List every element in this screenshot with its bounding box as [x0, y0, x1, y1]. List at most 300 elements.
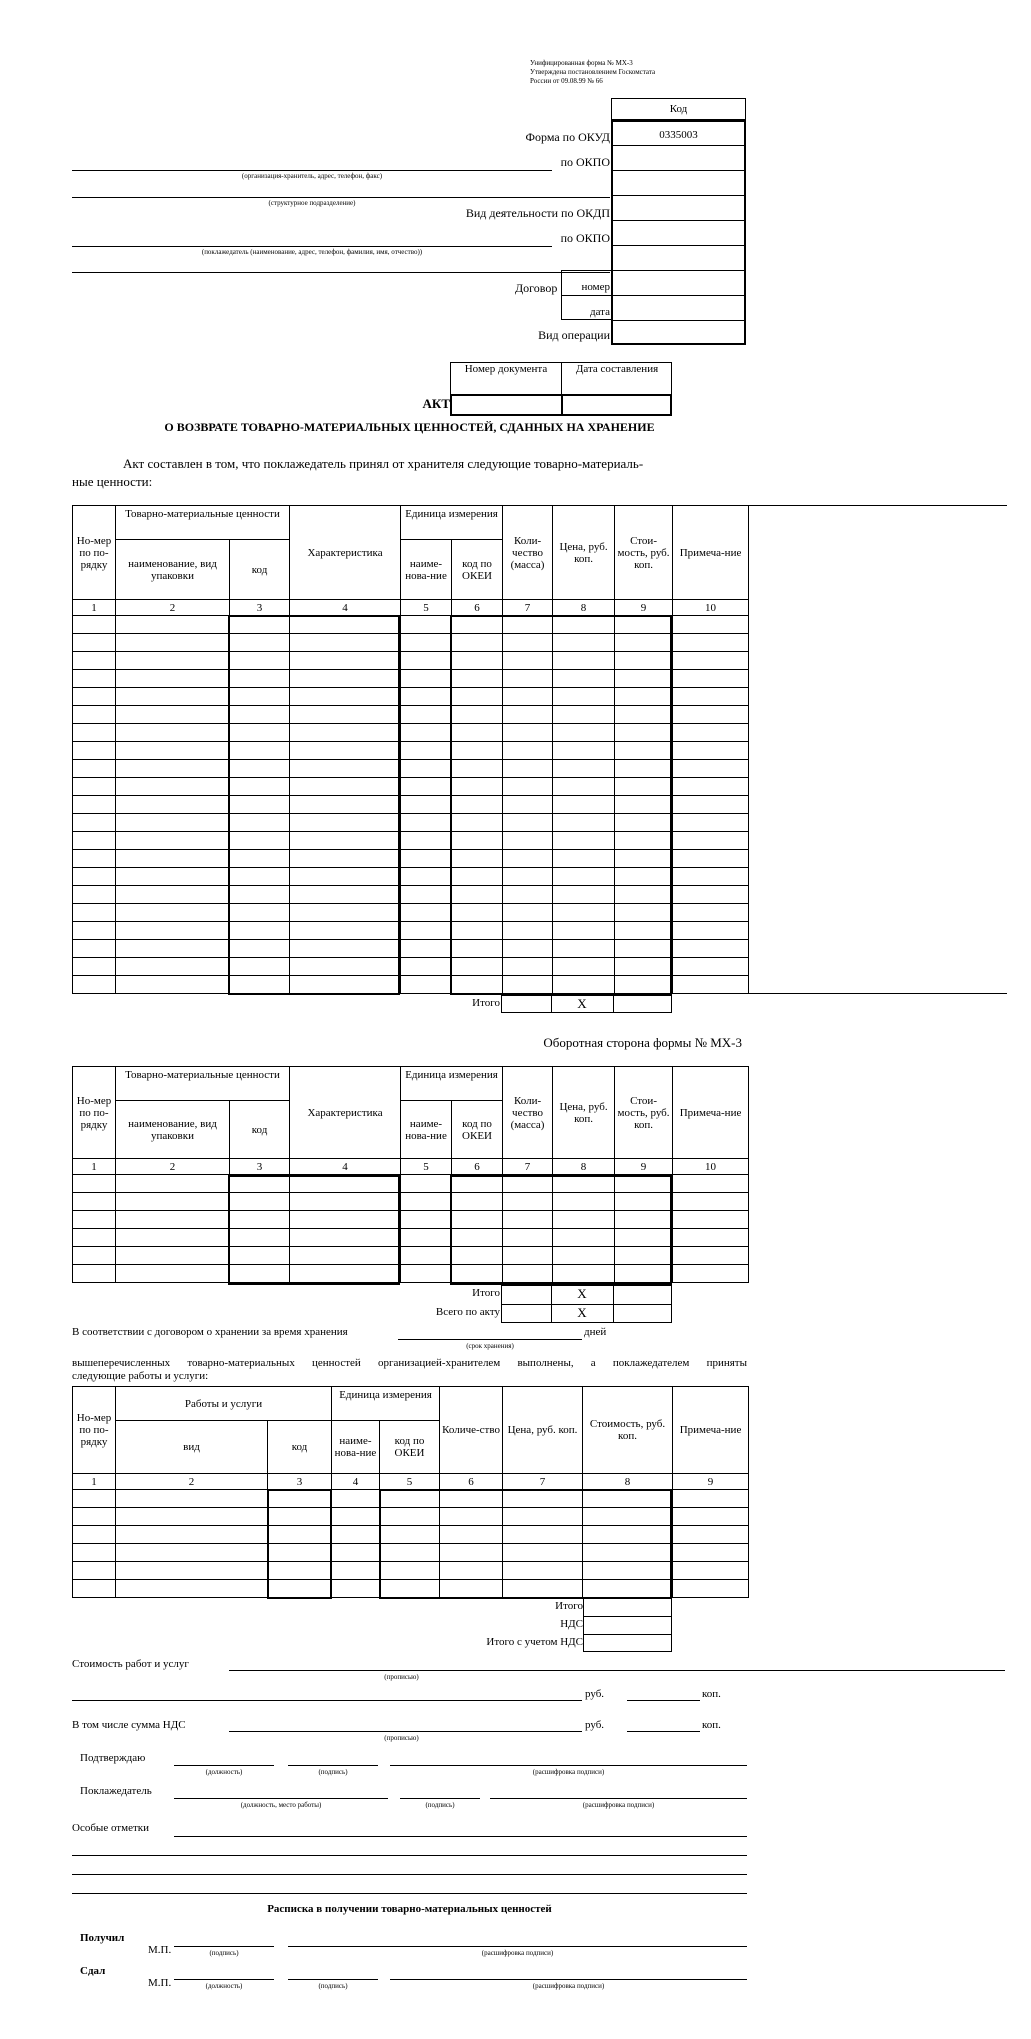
table-cell[interactable] — [230, 634, 290, 652]
table-cell[interactable] — [401, 922, 452, 940]
table-cell[interactable] — [290, 760, 401, 778]
special-notes-line-4[interactable] — [72, 1893, 747, 1894]
table-cell[interactable] — [452, 724, 503, 742]
table-cell[interactable] — [553, 670, 615, 688]
handed-decode-line[interactable] — [390, 1979, 747, 1980]
received-decode-line[interactable] — [288, 1946, 747, 1947]
table-cell[interactable] — [332, 1544, 380, 1562]
table-cell[interactable] — [615, 1211, 673, 1229]
table-cell[interactable] — [116, 616, 230, 634]
table-cell[interactable] — [583, 1508, 673, 1526]
table-cell[interactable] — [503, 796, 553, 814]
table-cell[interactable] — [553, 814, 615, 832]
table-cell[interactable] — [440, 1562, 503, 1580]
table-cell[interactable] — [583, 1580, 673, 1598]
table-cell[interactable] — [116, 1544, 268, 1562]
table-cell[interactable] — [503, 1247, 553, 1265]
table-cell[interactable] — [503, 742, 553, 760]
table-cell[interactable] — [553, 886, 615, 904]
table-cell[interactable] — [73, 760, 116, 778]
table-cell[interactable] — [615, 742, 673, 760]
table-cell[interactable] — [116, 760, 230, 778]
table-cell[interactable] — [553, 724, 615, 742]
table-cell[interactable] — [401, 778, 452, 796]
table-cell[interactable] — [332, 1490, 380, 1508]
table-cell[interactable] — [553, 616, 615, 634]
table-cell[interactable] — [116, 1562, 268, 1580]
table-cell[interactable] — [440, 1580, 503, 1598]
table-cell[interactable] — [73, 832, 116, 850]
table-cell[interactable] — [230, 940, 290, 958]
table-cell[interactable] — [553, 634, 615, 652]
table-cell[interactable] — [673, 778, 749, 796]
table-cell[interactable] — [116, 922, 230, 940]
table-cell[interactable] — [452, 1211, 503, 1229]
table-cell[interactable] — [673, 832, 749, 850]
table-cell[interactable] — [290, 958, 401, 976]
table-cell[interactable] — [116, 688, 230, 706]
table-cell[interactable] — [230, 1247, 290, 1265]
table-cell[interactable] — [401, 886, 452, 904]
table-cell[interactable] — [553, 904, 615, 922]
table-cell[interactable] — [503, 814, 553, 832]
table-cell[interactable] — [553, 1247, 615, 1265]
received-signature-line[interactable] — [174, 1946, 274, 1947]
table-cell[interactable] — [401, 706, 452, 724]
table-cell[interactable] — [673, 1544, 749, 1562]
table-cell[interactable] — [615, 1247, 673, 1265]
confirm-decode-line[interactable] — [390, 1765, 747, 1766]
table-cell[interactable] — [553, 652, 615, 670]
table-cell[interactable] — [230, 688, 290, 706]
table-cell[interactable] — [615, 1265, 673, 1283]
table-cell[interactable] — [73, 976, 116, 994]
table-cell[interactable] — [673, 1193, 749, 1211]
table-cell[interactable] — [116, 1490, 268, 1508]
table-cell[interactable] — [673, 1562, 749, 1580]
table-cell[interactable] — [401, 760, 452, 778]
table-cell[interactable] — [230, 778, 290, 796]
table-cell[interactable] — [230, 868, 290, 886]
table-cell[interactable] — [380, 1490, 440, 1508]
table-cell[interactable] — [553, 868, 615, 886]
table-cell[interactable] — [230, 832, 290, 850]
table-cell[interactable] — [116, 742, 230, 760]
table-cell[interactable] — [673, 1580, 749, 1598]
table-cell[interactable] — [290, 670, 401, 688]
table-cell[interactable] — [452, 1229, 503, 1247]
table-cell[interactable] — [553, 1229, 615, 1247]
table-cell[interactable] — [116, 1247, 230, 1265]
table-cell[interactable] — [73, 958, 116, 976]
table-cell[interactable] — [673, 1229, 749, 1247]
depositor-position-line[interactable] — [174, 1798, 388, 1799]
table-cell[interactable] — [452, 688, 503, 706]
table-cell[interactable] — [553, 760, 615, 778]
table-cell[interactable] — [673, 958, 749, 976]
table-cell[interactable] — [116, 1265, 230, 1283]
table-cell[interactable] — [290, 706, 401, 724]
table-cell[interactable] — [440, 1544, 503, 1562]
table-cell[interactable] — [73, 652, 116, 670]
table-cell[interactable] — [673, 688, 749, 706]
table-cell[interactable] — [503, 670, 553, 688]
table-cell[interactable] — [268, 1580, 332, 1598]
table-cell[interactable] — [553, 1193, 615, 1211]
table-cell[interactable] — [290, 904, 401, 922]
table-cell[interactable] — [673, 634, 749, 652]
table-cell[interactable] — [290, 1193, 401, 1211]
table-cell[interactable] — [73, 1265, 116, 1283]
table-cell[interactable] — [503, 868, 553, 886]
table-cell[interactable] — [230, 1193, 290, 1211]
table-cell[interactable] — [332, 1508, 380, 1526]
table-cell[interactable] — [73, 1490, 116, 1508]
depositor-signature-line[interactable] — [400, 1798, 480, 1799]
table-cell[interactable] — [452, 616, 503, 634]
table-cell[interactable] — [332, 1526, 380, 1544]
table-cell[interactable] — [290, 616, 401, 634]
table-cell[interactable] — [452, 886, 503, 904]
table-cell[interactable] — [73, 706, 116, 724]
table-cell[interactable] — [503, 1193, 553, 1211]
table-cell[interactable] — [440, 1490, 503, 1508]
table-cell[interactable] — [116, 940, 230, 958]
table-cell[interactable] — [673, 616, 749, 634]
table-cell[interactable] — [615, 922, 673, 940]
table-cell[interactable] — [116, 886, 230, 904]
table-cell[interactable] — [401, 958, 452, 976]
table-cell[interactable] — [553, 742, 615, 760]
table-cell[interactable] — [673, 724, 749, 742]
table-cell[interactable] — [73, 1562, 116, 1580]
table-cell[interactable] — [452, 1265, 503, 1283]
table-cell[interactable] — [73, 1193, 116, 1211]
table-cell[interactable] — [553, 706, 615, 724]
table-cell[interactable] — [673, 886, 749, 904]
table-cell[interactable] — [230, 724, 290, 742]
table-cell[interactable] — [230, 958, 290, 976]
organization-line[interactable] — [72, 170, 552, 171]
table-cell[interactable] — [230, 814, 290, 832]
table-cell[interactable] — [503, 1562, 583, 1580]
table-cell[interactable] — [673, 1265, 749, 1283]
table-cell[interactable] — [503, 958, 553, 976]
table-cell[interactable] — [673, 652, 749, 670]
table-cell[interactable] — [503, 706, 553, 724]
table-cell[interactable] — [73, 1508, 116, 1526]
table-cell[interactable] — [553, 940, 615, 958]
table-cell[interactable] — [615, 670, 673, 688]
table-cell[interactable] — [673, 814, 749, 832]
table-cell[interactable] — [615, 868, 673, 886]
table-cell[interactable] — [73, 1580, 116, 1598]
table-cell[interactable] — [503, 976, 553, 994]
table-cell[interactable] — [290, 1247, 401, 1265]
table-cell[interactable] — [503, 904, 553, 922]
table-cell[interactable] — [615, 886, 673, 904]
table-cell[interactable] — [73, 724, 116, 742]
table-cell[interactable] — [452, 634, 503, 652]
table-cell[interactable] — [401, 1193, 452, 1211]
table-cell[interactable] — [503, 1526, 583, 1544]
table-cell[interactable] — [116, 814, 230, 832]
table-cell[interactable] — [401, 796, 452, 814]
table-cell[interactable] — [401, 652, 452, 670]
table-cell[interactable] — [73, 922, 116, 940]
table-cell[interactable] — [615, 760, 673, 778]
cost-in-words-line[interactable] — [229, 1670, 1005, 1671]
table-cell[interactable] — [380, 1562, 440, 1580]
depositor-line[interactable] — [72, 246, 552, 247]
table-cell[interactable] — [673, 760, 749, 778]
table-cell[interactable] — [290, 922, 401, 940]
table-cell[interactable] — [230, 976, 290, 994]
table-cell[interactable] — [615, 958, 673, 976]
table-cell[interactable] — [452, 652, 503, 670]
table-cell[interactable] — [290, 796, 401, 814]
table-cell[interactable] — [673, 940, 749, 958]
table-cell[interactable] — [230, 670, 290, 688]
table-cell[interactable] — [116, 1526, 268, 1544]
table-cell[interactable] — [116, 1193, 230, 1211]
table-cell[interactable] — [268, 1508, 332, 1526]
table-cell[interactable] — [440, 1526, 503, 1544]
table-cell[interactable] — [290, 814, 401, 832]
table-cell[interactable] — [290, 940, 401, 958]
table-cell[interactable] — [116, 1508, 268, 1526]
table-cell[interactable] — [73, 1544, 116, 1562]
table-cell[interactable] — [553, 796, 615, 814]
table-cell[interactable] — [116, 904, 230, 922]
table-cell[interactable] — [583, 1526, 673, 1544]
table-cell[interactable] — [116, 706, 230, 724]
depositor-line-2[interactable] — [72, 272, 610, 273]
table-cell[interactable] — [73, 814, 116, 832]
table-cell[interactable] — [380, 1544, 440, 1562]
table-cell[interactable] — [452, 796, 503, 814]
table-cell[interactable] — [615, 1229, 673, 1247]
table-cell[interactable] — [452, 958, 503, 976]
table-cell[interactable] — [230, 616, 290, 634]
storage-term-line[interactable] — [398, 1339, 582, 1340]
table-cell[interactable] — [116, 958, 230, 976]
table-cell[interactable] — [452, 706, 503, 724]
table-cell[interactable] — [116, 634, 230, 652]
table-cell[interactable] — [503, 886, 553, 904]
table-cell[interactable] — [73, 688, 116, 706]
table-cell[interactable] — [615, 1193, 673, 1211]
table-cell[interactable] — [290, 1265, 401, 1283]
table-cell[interactable] — [116, 976, 230, 994]
table-cell[interactable] — [553, 778, 615, 796]
table-cell[interactable] — [332, 1580, 380, 1598]
table-cell[interactable] — [401, 742, 452, 760]
table-cell[interactable] — [401, 832, 452, 850]
table-cell[interactable] — [615, 940, 673, 958]
table-cell[interactable] — [615, 850, 673, 868]
table-cell[interactable] — [230, 1265, 290, 1283]
table-cell[interactable] — [290, 1229, 401, 1247]
table-cell[interactable] — [116, 1580, 268, 1598]
cost-in-words-line-2[interactable] — [72, 1700, 582, 1701]
special-notes-line-2[interactable] — [72, 1855, 747, 1856]
table-cell[interactable] — [401, 1175, 452, 1193]
table-cell[interactable] — [503, 1580, 583, 1598]
table-cell[interactable] — [503, 1211, 553, 1229]
table-cell[interactable] — [553, 832, 615, 850]
table-cell[interactable] — [673, 976, 749, 994]
table-cell[interactable] — [553, 976, 615, 994]
table-cell[interactable] — [290, 832, 401, 850]
table-cell[interactable] — [230, 760, 290, 778]
table-cell[interactable] — [116, 652, 230, 670]
table-cell[interactable] — [452, 904, 503, 922]
table-cell[interactable] — [116, 850, 230, 868]
table-cell[interactable] — [73, 904, 116, 922]
table-cell[interactable] — [401, 868, 452, 886]
table-cell[interactable] — [553, 1175, 615, 1193]
table-cell[interactable] — [401, 814, 452, 832]
table-cell[interactable] — [503, 1508, 583, 1526]
table-cell[interactable] — [401, 1247, 452, 1265]
table-cell[interactable] — [503, 1544, 583, 1562]
table-cell[interactable] — [615, 904, 673, 922]
table-cell[interactable] — [553, 958, 615, 976]
table-cell[interactable] — [73, 1526, 116, 1544]
table-cell[interactable] — [290, 724, 401, 742]
cost-kop-line[interactable] — [627, 1700, 700, 1701]
confirm-position-line[interactable] — [174, 1765, 274, 1766]
table-cell[interactable] — [452, 868, 503, 886]
table-cell[interactable] — [290, 1211, 401, 1229]
table-cell[interactable] — [116, 868, 230, 886]
table-cell[interactable] — [553, 1211, 615, 1229]
table-cell[interactable] — [73, 778, 116, 796]
table-cell[interactable] — [116, 670, 230, 688]
table-cell[interactable] — [452, 1175, 503, 1193]
table-cell[interactable] — [401, 688, 452, 706]
table-cell[interactable] — [116, 724, 230, 742]
unit-line[interactable] — [72, 197, 610, 198]
table-cell[interactable] — [380, 1526, 440, 1544]
table-cell[interactable] — [503, 940, 553, 958]
table-cell[interactable] — [401, 1265, 452, 1283]
table-cell[interactable] — [116, 778, 230, 796]
table-cell[interactable] — [230, 742, 290, 760]
table-cell[interactable] — [615, 1175, 673, 1193]
table-cell[interactable] — [452, 850, 503, 868]
table-cell[interactable] — [73, 742, 116, 760]
table-cell[interactable] — [230, 886, 290, 904]
table-cell[interactable] — [583, 1490, 673, 1508]
table-cell[interactable] — [503, 724, 553, 742]
table-cell[interactable] — [673, 868, 749, 886]
table-cell[interactable] — [452, 976, 503, 994]
table-cell[interactable] — [73, 1211, 116, 1229]
table-cell[interactable] — [401, 1229, 452, 1247]
table-cell[interactable] — [553, 688, 615, 706]
handed-position-line[interactable] — [174, 1979, 274, 1980]
table-cell[interactable] — [673, 850, 749, 868]
table-cell[interactable] — [503, 616, 553, 634]
table-cell[interactable] — [230, 922, 290, 940]
table-cell[interactable] — [583, 1562, 673, 1580]
table-cell[interactable] — [268, 1526, 332, 1544]
table-cell[interactable] — [615, 652, 673, 670]
table-cell[interactable] — [268, 1544, 332, 1562]
table-cell[interactable] — [268, 1562, 332, 1580]
table-cell[interactable] — [503, 1175, 553, 1193]
table-cell[interactable] — [401, 1211, 452, 1229]
table-cell[interactable] — [673, 1247, 749, 1265]
table-cell[interactable] — [116, 1229, 230, 1247]
table-cell[interactable] — [503, 832, 553, 850]
table-cell[interactable] — [401, 670, 452, 688]
table-cell[interactable] — [290, 976, 401, 994]
table-cell[interactable] — [230, 850, 290, 868]
table-cell[interactable] — [230, 796, 290, 814]
table-cell[interactable] — [290, 778, 401, 796]
table-cell[interactable] — [290, 1175, 401, 1193]
table-cell[interactable] — [290, 742, 401, 760]
table-cell[interactable] — [73, 868, 116, 886]
special-notes-line-3[interactable] — [72, 1874, 747, 1875]
table-cell[interactable] — [230, 706, 290, 724]
table-cell[interactable] — [452, 760, 503, 778]
table-cell[interactable] — [230, 904, 290, 922]
handed-signature-line[interactable] — [288, 1979, 378, 1980]
table-cell[interactable] — [452, 778, 503, 796]
table-cell[interactable] — [452, 670, 503, 688]
table-cell[interactable] — [401, 904, 452, 922]
table-cell[interactable] — [452, 1193, 503, 1211]
table-cell[interactable] — [290, 886, 401, 904]
table-cell[interactable] — [73, 886, 116, 904]
table-cell[interactable] — [615, 616, 673, 634]
table-cell[interactable] — [452, 940, 503, 958]
table-cell[interactable] — [503, 850, 553, 868]
table-cell[interactable] — [73, 670, 116, 688]
table-cell[interactable] — [503, 634, 553, 652]
table-cell[interactable] — [73, 1247, 116, 1265]
table-cell[interactable] — [615, 814, 673, 832]
table-cell[interactable] — [116, 832, 230, 850]
table-cell[interactable] — [452, 832, 503, 850]
table-cell[interactable] — [503, 1265, 553, 1283]
table-cell[interactable] — [290, 688, 401, 706]
vat-sum-line[interactable] — [229, 1731, 582, 1732]
table-cell[interactable] — [401, 850, 452, 868]
confirm-signature-line[interactable] — [288, 1765, 378, 1766]
table-cell[interactable] — [116, 1175, 230, 1193]
table-cell[interactable] — [440, 1508, 503, 1526]
table-cell[interactable] — [230, 1211, 290, 1229]
table-cell[interactable] — [615, 706, 673, 724]
table-cell[interactable] — [116, 1211, 230, 1229]
table-cell[interactable] — [290, 652, 401, 670]
table-cell[interactable] — [615, 778, 673, 796]
table-cell[interactable] — [503, 652, 553, 670]
table-cell[interactable] — [73, 850, 116, 868]
table-cell[interactable] — [290, 868, 401, 886]
table-cell[interactable] — [290, 634, 401, 652]
special-notes-line-1[interactable] — [174, 1836, 747, 1837]
table-cell[interactable] — [615, 634, 673, 652]
table-cell[interactable] — [73, 940, 116, 958]
table-cell[interactable] — [230, 1175, 290, 1193]
table-cell[interactable] — [673, 796, 749, 814]
